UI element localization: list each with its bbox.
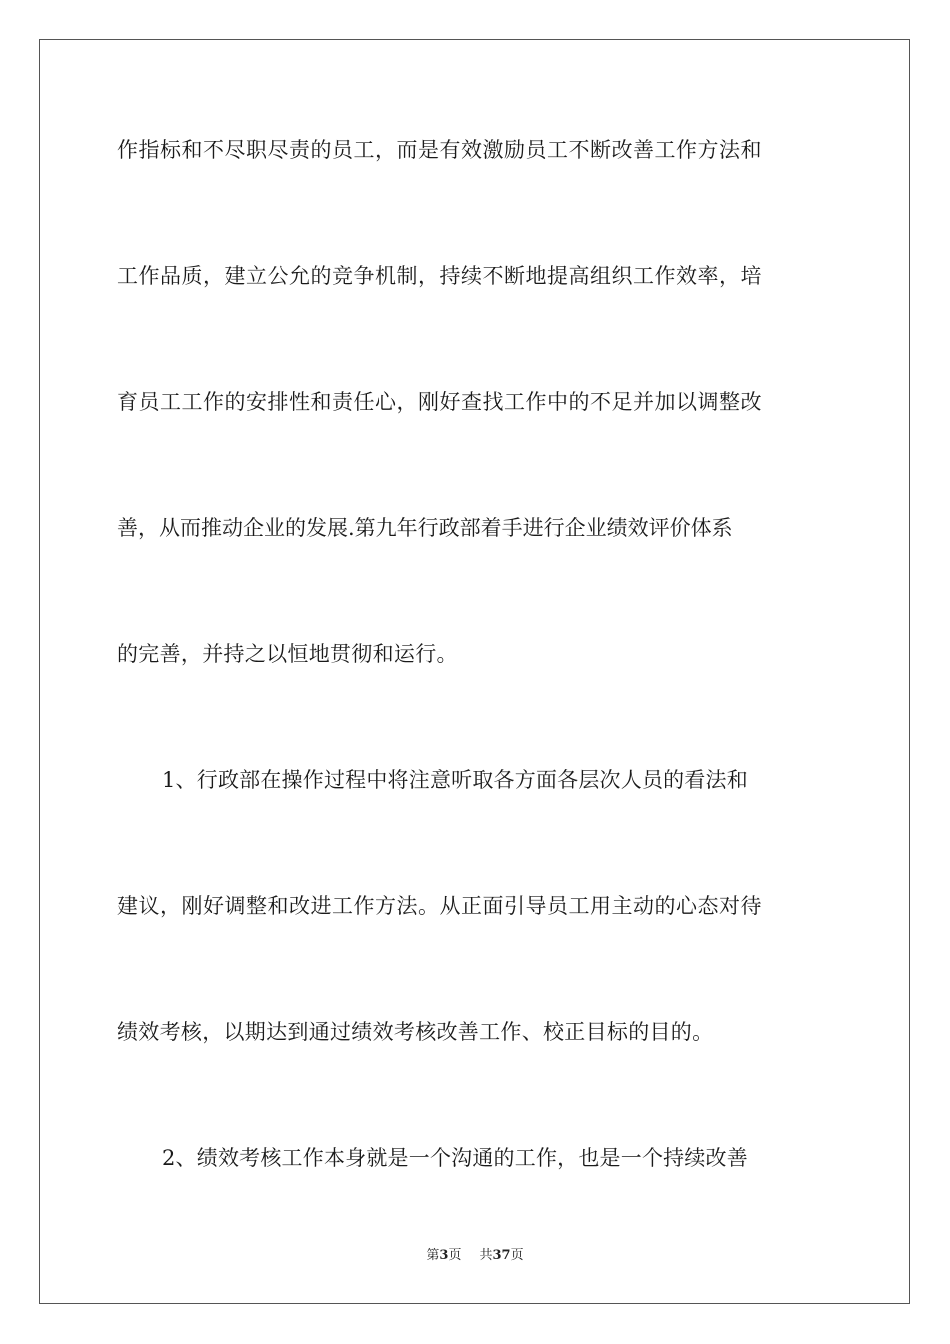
body-text-line: 建议，刚好调整和改进工作方法。从正面引导员工用主动的心态对待 [117,894,762,918]
body-text-line: 的完善，并持之以恒地贯彻和运行。 [117,642,458,666]
total-suffix: 页 [510,1248,524,1263]
body-text-line: 善，从而推动企业的发展.第九年行政部着手进行企业绩效评价体系 [117,516,733,540]
total-pages: 37 [492,1248,511,1263]
page-suffix: 页 [448,1248,462,1263]
page-border [39,39,910,1304]
numbered-paragraph-1: 1、行政部在操作过程中将注意听取各方面各层次人员的看法和 [162,768,748,792]
total-prefix: 共 [479,1248,493,1263]
body-text-line: 工作品质，建立公允的竞争机制，持续不断地提高组织工作效率，培 [117,264,762,288]
page-footer [0,1248,950,1264]
numbered-paragraph-2: 2、绩效考核工作本身就是一个沟通的工作，也是一个持续改善 [162,1146,748,1170]
body-text-line: 作指标和不尽职尽责的员工，而是有效激励员工不断改善工作方法和 [117,138,762,162]
body-text-line: 绩效考核，以期达到通过绩效考核改善工作、校正目标的目的。 [117,1020,714,1044]
page-prefix: 第 [426,1248,440,1263]
body-text-line: 育员工工作的安排性和责任心，刚好查找工作中的不足并加以调整改 [117,390,762,414]
page-number: 3 [439,1248,449,1263]
